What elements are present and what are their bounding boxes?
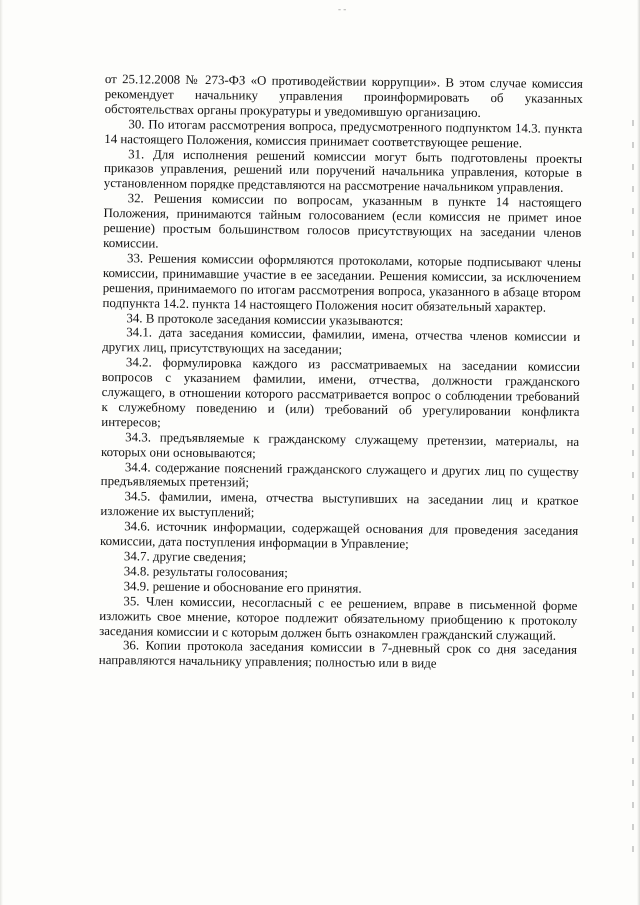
paragraph: 34.1. дата заседания комиссии, фамилии, имена, отчества членов комиссии и других лиц, присутствующих на заседании; xyxy=(102,325,581,357)
paragraph: 34.9. решение и обоснование его принятия. xyxy=(123,579,362,596)
paragraph: 34.4. содержание пояснений гражданского служащего и других лиц по существу предъявляемых претензий; xyxy=(100,459,579,490)
paragraph: 36. Копии протокола заседания комиссии в 7-дневный срок со дня заседания направляются начальнику управления; полностью или в виде xyxy=(98,638,578,671)
paragraph: 34.2. формулировка каждого из рассматриваемых на заседании комиссии вопросов с указанием фамилии, имени, отчества, должности гражданского служащего, в отношении которого рассматривается вопрос о соблюдении требований к служебному поведению и (или) требований об урегулировании конфликта интересов; xyxy=(101,355,581,430)
paragraph: 32. Решения комиссии по вопросам, указанным в пункте 14 настоящего Положения, принимаются тайным голосованием (если комиссия не примет иное решение) простым большинством голосов присутствующих на заседании членов комиссии. xyxy=(103,191,582,251)
paragraph: 30. По итогам рассмотрения вопроса, предусмотренного подпунктом 14.3. пункта 14 настоящего Положения, комиссия принимает соответствующее решение. xyxy=(104,116,583,150)
paragraph: 34.5. фамилии, имена, отчества выступивших на заседании лиц и краткое изложение их выступлений; xyxy=(100,489,579,520)
paragraph: 35. Член комиссии, несогласный с ее решением, вправе в письменной форме изложить свое мнение, которое подлежит обязательному приобщению к протоколу заседания комиссии и с которым должен быть ознакомлен гражданский служащий. xyxy=(99,593,578,643)
paragraph: 31. Для исполнения решений комиссии могут быть подготовлены проекты приказов управления, решений или поручений начальника управления, которые в установленном порядке представляются на рассмотрение начальником управления. xyxy=(103,146,583,196)
paragraph: от 25.12.2008 № 273-ФЗ «О противодействии коррупции». В этом случае комиссия рекомендует начальнику управления проинформировать об указанных обстоятельствах органы прокуратуры и уведомившую организацию. xyxy=(104,72,583,120)
paragraph: 34.8. результаты голосования; xyxy=(123,564,288,580)
paragraph: 33. Решения комиссии оформляются протоколами, которые подписывают члены комиссии, принимавшие участие в ее заседании. Решения комиссии, за исключением решения, принимаемого по итогам рассмотрения вопроса, указанного в абзаце втором подпункта 14.2. пункта 14 настоящего Положения носит обязательный характер. xyxy=(102,251,582,315)
scan-noise-strip xyxy=(632,120,634,860)
paragraph: 34. В протоколе заседания комиссии указываются: xyxy=(126,310,404,328)
top-page-mark: - - xyxy=(338,4,347,14)
scan-left-edge xyxy=(0,0,3,905)
paragraph: 34.6. источник информации, содержащей основания для проведения заседания комиссии, дата поступления информации в Управление; xyxy=(100,519,579,552)
paragraph: 34.7. другие сведения; xyxy=(123,549,247,565)
document-body xyxy=(99,72,583,673)
paragraph: 34.3. предъявляемые к гражданскому служащему претензии, материалы, на которых они основываются; xyxy=(100,429,580,461)
